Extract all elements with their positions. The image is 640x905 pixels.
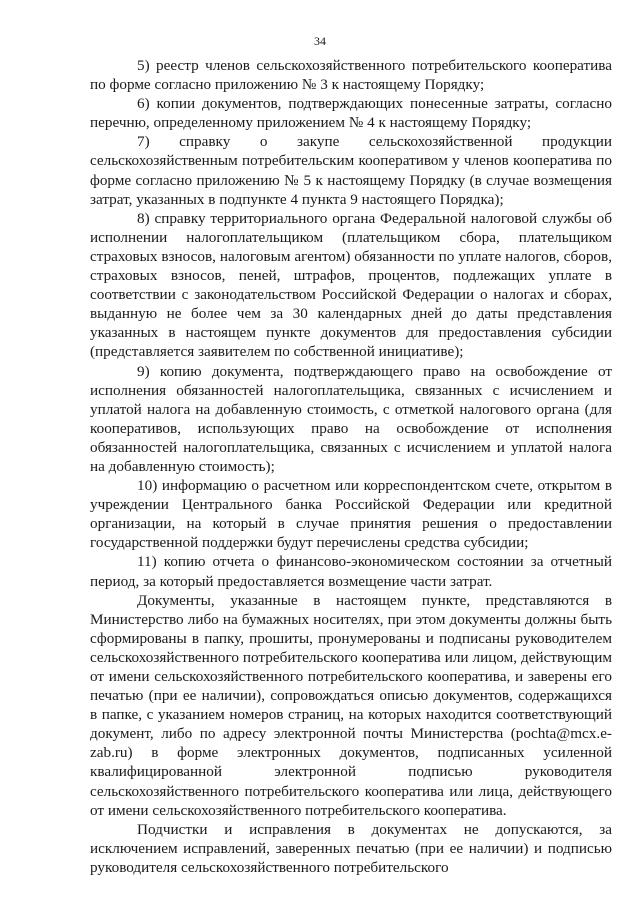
- page-number: 34: [314, 34, 326, 48]
- paragraph-submission-rules: Документы, указанные в настоящем пункте, представляются в Министерство либо на бумажных носителях, при этом документы должны быть сформированы в папку, прошиты, пронумерованы и подписаны руководителем сельскохозяйственного потребительского кооператива или лицом, действующим от имени сельскохозяйственного потребительского кооператива, и заверены его печатью (при ее наличии), сопровождаться описью документов, содержащихся в папке, с указанием номеров страниц, на которых находится соответствующий документ, либо по адресу электронной почты Министерства (pochta@mcx.e-zab.ru) в форме электронных документов, подписанных усиленной квалифицированной электронной подписью руководителя сельскохозяйственного потребительского кооператива или лица, действующего от имени сельскохозяйственного потребительского кооператива.: [90, 591, 612, 819]
- paragraph-item-11: 11) копию отчета о финансово-экономическом состоянии за отчетный период, за который предоставляется возмещение части затрат.: [90, 553, 612, 590]
- paragraph-corrections-rules: Подчистки и исправления в документах не допускаются, за исключением исправлений, заверенных печатью (при ее наличии) и подписью руководителя сельскохозяйственного потребительского: [90, 820, 612, 876]
- paragraph-item-5: 5) реестр членов сельскохозяйственного потребительского кооператива по форме согласно приложению № 3 к настоящему Порядку;: [90, 57, 612, 94]
- paragraph-item-7: 7) справку о закупе сельскохозяйственной продукции сельскохозяйственным потребительским кооперативом у членов кооператива по форме согласно приложению № 5 к настоящему Порядку (в случае возмещения затрат, указанных в подпункте 4 пункта 9 настоящего Порядка);: [90, 133, 612, 208]
- document-body: [90, 56, 612, 877]
- paragraph-item-8: 8) справку территориального органа Федеральной налоговой службы об исполнении налогоплательщиком (плательщиком сбора, плательщиком страховых взносов, налоговым агентом) обязанности по уплате налогов, сборов, страховых взносов, пеней, штрафов, процентов, подлежащих уплате в соответствии с законодательством Российской Федерации о налогах и сборах, выданную не более чем за 30 календарных дней до даты представления указанных в настоящем пункте документов для предоставления субсидии (представляется заявителем по собственной инициативе);: [90, 209, 612, 361]
- paragraph-item-9: 9) копию документа, подтверждающего право на освобождение от исполнения обязанностей налогоплательщика, связанных с исчислением и уплатой налога на добавленную стоимость, с отметкой налогового органа (для кооперативов, использующих право на освобождение от исполнения обязанностей налогоплательщика, связанных с исчислением и уплатой налога на добавленную стоимость);: [90, 362, 612, 475]
- paragraph-item-6: 6) копии документов, подтверждающих понесенные затраты, согласно перечню, определенному приложением № 4 к настоящему Порядку;: [90, 95, 612, 132]
- paragraph-item-10: 10) информацию о расчетном или корреспондентском счете, открытом в учреждении Центрального банка Российской Федерации или кредитной организации, на который в случае принятия решения о предоставлении государственной поддержки будут перечислены средства субсидии;: [90, 477, 612, 552]
